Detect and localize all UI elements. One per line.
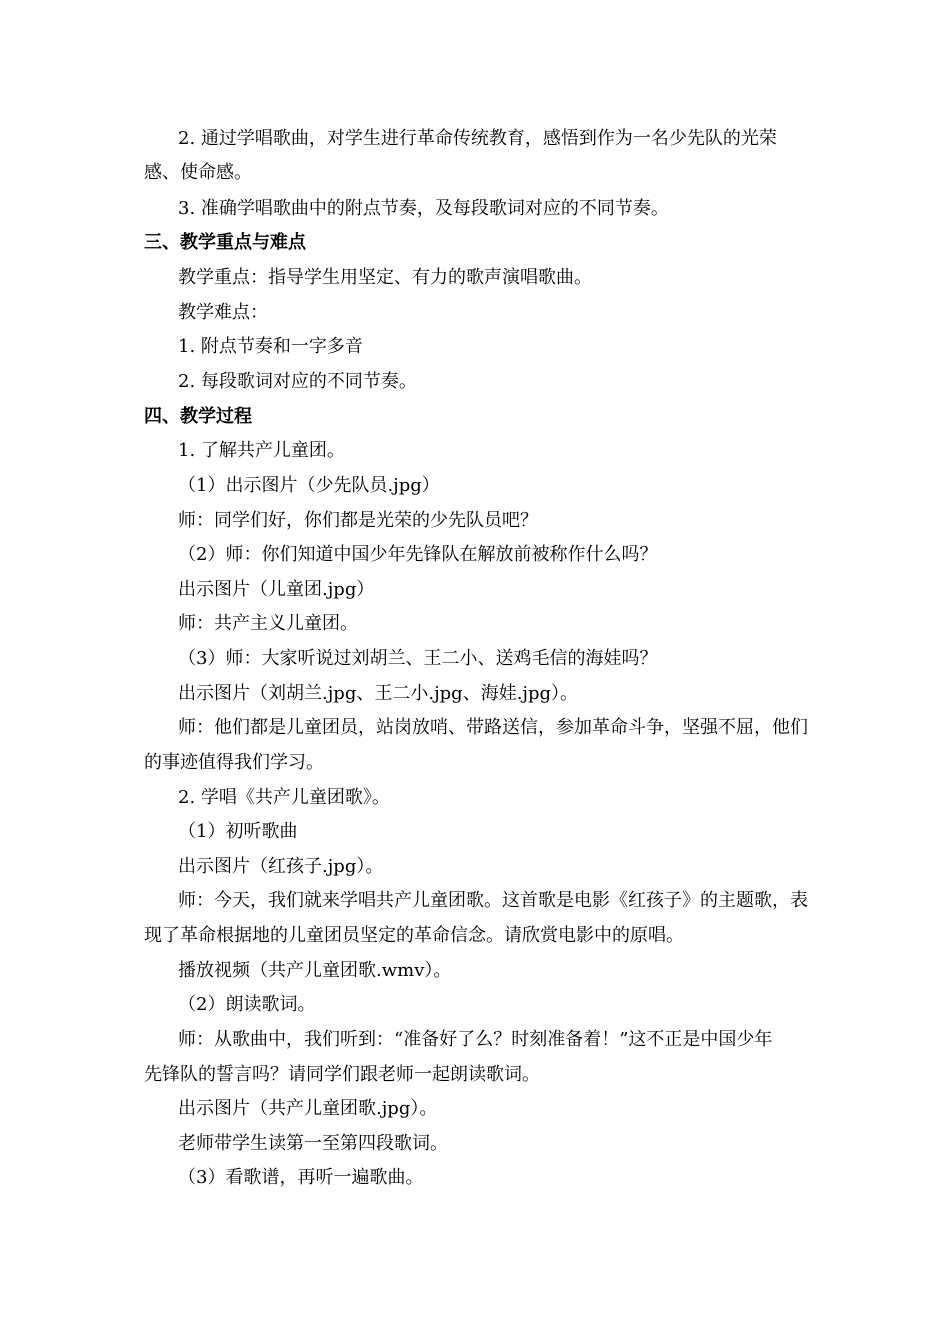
text-line: 师：共产主义儿童团。 xyxy=(178,613,358,634)
text-line: 出示图片（红孩子.jpg）。 xyxy=(178,856,384,877)
text-line: 播放视频（共产儿童团歌.wmv）。 xyxy=(178,960,452,981)
text-line: 2. 学唱《共产儿童团歌》。 xyxy=(178,787,390,808)
text-line: 师：今天，我们就来学唱共产儿童团歌。这首歌是电影《红孩子》的主题歌，表 xyxy=(178,890,808,911)
text-line: 师：他们都是儿童团员，站岗放哨、带路送信，参加革命斗争，坚强不屈，他们 xyxy=(178,717,808,738)
text-line: 出示图片（共产儿童团歌.jpg）。 xyxy=(178,1098,438,1119)
text-line: 现了革命根据地的儿童团员坚定的革命信念。请欣赏电影中的原唱。 xyxy=(144,925,684,946)
text-line: 1. 附点节奏和一字多音 xyxy=(178,336,363,357)
text-line: （2）师：你们知道中国少年先锋队在解放前被称作什么吗？ xyxy=(178,544,658,565)
text-line: 先锋队的誓言吗？请同学们跟老师一起朗读歌词。 xyxy=(144,1064,540,1085)
text-line: 教学重点：指导学生用坚定、有力的歌声演唱歌曲。 xyxy=(178,267,592,288)
text-line: （2）朗读歌词。 xyxy=(178,994,316,1015)
section-heading: 三、教学重点与难点 xyxy=(144,232,306,253)
text-line: （3）师：大家听说过刘胡兰、王二小、送鸡毛信的海娃吗？ xyxy=(178,648,658,669)
text-line: 1. 了解共产儿童团。 xyxy=(178,440,345,461)
text-line: 出示图片（刘胡兰.jpg、王二小.jpg、海娃.jpg）。 xyxy=(178,683,579,704)
text-line: 的事迹值得我们学习。 xyxy=(144,752,324,773)
text-line: 3. 准确学唱歌曲中的附点节奏，及每段歌词对应的不同节奏。 xyxy=(178,198,669,219)
text-line: 2. 每段歌词对应的不同节奏。 xyxy=(178,371,417,392)
text-line: 出示图片（儿童团.jpg） xyxy=(178,579,375,600)
text-line: （1）出示图片（少先队员.jpg） xyxy=(178,475,440,496)
text-line: 老师带学生读第一至第四段歌词。 xyxy=(178,1133,448,1154)
text-line: 师：从歌曲中，我们听到：“准备好了么？时刻准备着！”这不正是中国少年 xyxy=(178,1029,773,1050)
section-heading: 四、教学过程 xyxy=(144,406,252,427)
text-line: 师：同学们好，你们都是光荣的少先队员吧？ xyxy=(178,510,538,531)
text-line: 2. 通过学唱歌曲，对学生进行革命传统教育，感悟到作为一名少先队的光荣 xyxy=(178,128,777,149)
text-line: 教学难点： xyxy=(178,302,268,323)
text-line: （3）看歌谱，再听一遍歌曲。 xyxy=(178,1167,424,1188)
text-line: （1）初听歌曲 xyxy=(178,821,298,842)
text-line: 感、使命感。 xyxy=(144,162,252,183)
